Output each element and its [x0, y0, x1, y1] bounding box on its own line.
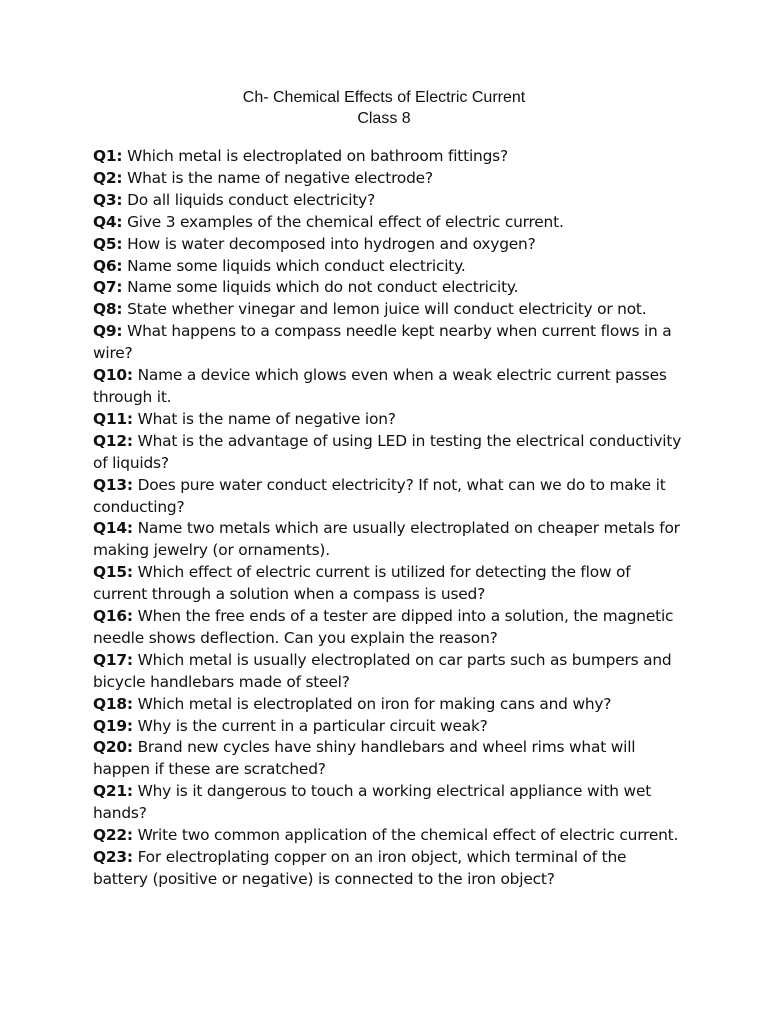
- question-text: State whether vinegar and lemon juice will conduct electricity or not.: [127, 300, 647, 319]
- question-text: Which metal is usually electroplated on car parts such as bumpers and bicycle handlebars made of steel?: [93, 650, 672, 691]
- question-text: What happens to a compass needle kept nearby when current flows in a wire?: [93, 322, 672, 363]
- question-item: [93, 256, 683, 278]
- question-number: Q13:: [93, 475, 133, 494]
- question-item: [93, 234, 683, 256]
- question-list: [93, 146, 683, 891]
- question-item: [93, 409, 683, 431]
- question-item: [93, 694, 683, 716]
- question-text: What is the advantage of using LED in testing the electrical conductivity of liquids?: [93, 431, 682, 472]
- question-text: Why is the current in a particular circuit weak?: [137, 716, 488, 735]
- question-item: [93, 190, 683, 212]
- question-number: Q23:: [93, 848, 133, 866]
- question-number: Q10:: [93, 366, 133, 385]
- question-item: [93, 299, 683, 321]
- question-number: Q18:: [93, 694, 133, 713]
- question-item: [93, 168, 683, 190]
- question-text: For electroplating copper on an iron object, which terminal of the battery (positive or negative) is connected to the iron object?: [93, 848, 627, 888]
- question-number: Q7:: [93, 278, 123, 297]
- question-item: [93, 781, 683, 825]
- question-text: Name a device which glows even when a weak electric current passes through it.: [93, 366, 667, 406]
- question-item: [93, 277, 683, 299]
- question-number: Q19:: [93, 716, 133, 735]
- question-text: Does pure water conduct electricity? If not, what can we do to make it conducting?: [93, 475, 666, 516]
- question-number: Q3:: [93, 190, 123, 209]
- question-number: Q11:: [93, 409, 133, 428]
- question-number: Q14:: [93, 519, 133, 538]
- question-item: [93, 212, 683, 234]
- question-item: [93, 431, 683, 475]
- question-text: Which effect of electric current is utilized for detecting the flow of current through a solution when a compass is used?: [93, 563, 631, 604]
- question-text: Do all liquids conduct electricity?: [127, 190, 376, 209]
- question-number: Q8:: [93, 300, 123, 319]
- question-item: [93, 737, 683, 781]
- question-item: [93, 475, 683, 519]
- question-text: When the free ends of a tester are dipped into a solution, the magnetic needle shows deflection. Can you explain the reason?: [93, 607, 674, 647]
- question-text: Name two metals which are usually electroplated on cheaper metals for making jewelry (or ornaments).: [93, 519, 680, 560]
- question-text: Which metal is electroplated on bathroom fittings?: [127, 147, 508, 165]
- question-text: Give 3 examples of the chemical effect of electric current.: [127, 212, 564, 231]
- question-number: Q5:: [93, 234, 123, 253]
- class-label: Class 8: [357, 110, 411, 127]
- question-number: Q20:: [93, 738, 133, 757]
- question-item: [93, 847, 683, 891]
- question-item: [93, 825, 683, 847]
- question-text: Name some liquids which do not conduct electricity.: [127, 278, 519, 297]
- question-item: [93, 146, 683, 168]
- question-number: Q2:: [93, 168, 123, 187]
- question-number: Q15:: [93, 563, 133, 582]
- question-number: Q17:: [93, 650, 133, 669]
- question-number: Q4:: [93, 212, 123, 231]
- question-number: Q9:: [93, 322, 123, 341]
- question-text: What is the name of negative ion?: [137, 409, 396, 428]
- page-title: Ch- Chemical Effects of Electric Current: [242, 89, 526, 106]
- question-number: Q21:: [93, 782, 133, 801]
- question-item: [93, 606, 683, 650]
- question-number: Q6:: [93, 256, 123, 275]
- question-text: Which metal is electroplated on iron for making cans and why?: [137, 694, 612, 713]
- question-item: [93, 518, 683, 562]
- question-text: Brand new cycles have shiny handlebars and wheel rims what will happen if these are scratched?: [93, 738, 636, 779]
- worksheet-header: [0, 87, 768, 129]
- question-text: How is water decomposed into hydrogen and oxygen?: [127, 234, 536, 253]
- question-number: Q16:: [93, 607, 133, 626]
- question-item: [93, 321, 683, 365]
- question-number: Q1:: [93, 147, 123, 165]
- question-text: What is the name of negative electrode?: [127, 168, 433, 187]
- question-number: Q22:: [93, 826, 133, 845]
- question-item: [93, 650, 683, 694]
- question-item: [93, 562, 683, 606]
- question-text: Write two common application of the chemical effect of electric current.: [137, 826, 679, 845]
- question-number: Q12:: [93, 431, 133, 450]
- question-item: [93, 716, 683, 738]
- question-text: Name some liquids which conduct electricity.: [127, 256, 466, 275]
- question-item: [93, 365, 683, 409]
- question-text: Why is it dangerous to touch a working electrical appliance with wet hands?: [93, 782, 652, 823]
